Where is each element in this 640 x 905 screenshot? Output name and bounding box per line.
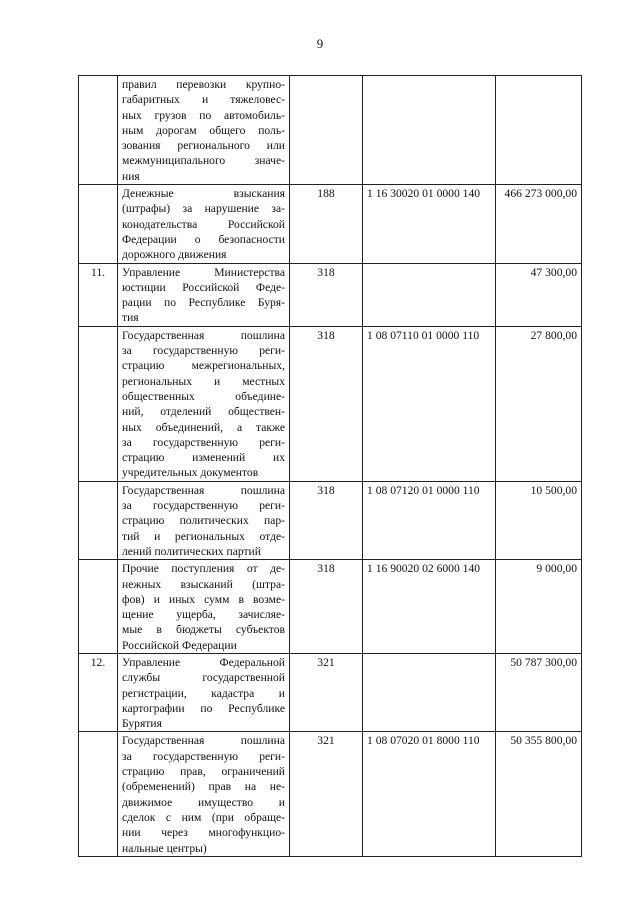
item-name-line: страцию межрегиональных, <box>122 359 285 373</box>
item-name-line: лений политических партий <box>122 544 261 558</box>
row-number-cell: 11. <box>79 263 118 326</box>
item-name-line: Управление Федеральной <box>122 655 285 669</box>
item-name-line: ния <box>122 169 140 183</box>
item-name-line: тия <box>122 311 139 325</box>
item-name-line: ных объединений, а также <box>122 420 285 434</box>
item-name-line: нежных взысканий (штра- <box>122 577 285 591</box>
item-name-cell <box>118 76 290 185</box>
item-name-line: правил перевозки крупно- <box>122 78 285 91</box>
item-name-line: за государственную реги- <box>122 749 285 763</box>
row-number-cell <box>79 560 118 654</box>
item-name-line: нальные центры) <box>122 841 207 855</box>
item-name-cell <box>118 560 290 654</box>
amount-cell: 47 300,00 <box>496 263 582 326</box>
revenue-table <box>78 75 582 857</box>
item-name-line: движимое имущество и <box>122 795 285 809</box>
item-name-line: общественных объедине- <box>122 389 285 403</box>
table-row <box>79 326 582 481</box>
item-name-line: юстиции Российской Феде- <box>122 280 285 294</box>
table-row <box>79 263 582 326</box>
revenue-code-cell: 1 08 07020 01 8000 110 <box>363 732 496 856</box>
admin-code-cell: 188 <box>290 185 363 263</box>
revenue-code-cell: 1 08 07110 01 0000 110 <box>363 326 496 481</box>
table-row <box>79 481 582 559</box>
item-name-cell <box>118 481 290 559</box>
row-number-cell: 12. <box>79 653 118 731</box>
table-row <box>79 732 582 856</box>
row-number-cell <box>79 732 118 856</box>
revenue-code-cell <box>363 653 496 731</box>
item-name-line: страцию прав, ограничений <box>122 765 285 779</box>
item-name-line: Управление Министерства <box>122 265 285 279</box>
admin-code-cell: 321 <box>290 732 363 856</box>
item-name-line: ний, отделений обществен- <box>122 405 285 419</box>
item-name-line: фов) и иных сумм в возме- <box>122 592 285 606</box>
item-name-line: службы государственной <box>122 671 285 685</box>
item-name-line: ных грузов по автомобиль- <box>122 108 285 122</box>
item-name-cell <box>118 653 290 731</box>
item-name-line: габаритных и тяжеловес- <box>122 93 285 107</box>
item-name-line: Государственная пошлина <box>122 328 285 342</box>
item-name-line: учредительных документов <box>122 466 259 480</box>
item-name-cell <box>118 732 290 856</box>
item-name-line: Бурятия <box>122 717 162 731</box>
item-name-line: за государственную реги- <box>122 499 285 513</box>
revenue-code-cell: 1 16 30020 01 0000 140 <box>363 185 496 263</box>
table-row <box>79 560 582 654</box>
row-number-cell <box>79 76 118 185</box>
item-name-line: (обременений) прав на не- <box>122 780 285 794</box>
row-number-cell <box>79 326 118 481</box>
page-number: 9 <box>316 36 324 51</box>
item-name-line: за государственную реги- <box>122 344 285 358</box>
item-name-line: (штрафы) за нарушение за- <box>122 202 285 216</box>
item-name-cell <box>118 185 290 263</box>
row-number-cell <box>79 185 118 263</box>
admin-code-cell: 318 <box>290 326 363 481</box>
revenue-code-cell <box>363 76 496 185</box>
item-name-line: ным дорогам общего поль- <box>122 123 285 137</box>
item-name-cell <box>118 326 290 481</box>
item-name-line: картографии по Республике <box>122 701 285 715</box>
row-number-cell <box>79 481 118 559</box>
item-name-line: регистрации, кадастра и <box>122 686 285 700</box>
item-name-line: Прочие поступления от де- <box>122 562 285 576</box>
item-name-line: зования регионального или <box>122 139 285 153</box>
item-name-line: страцию политических пар- <box>122 514 285 528</box>
item-name-line: тий и региональных отде- <box>122 529 285 543</box>
item-name-line: региональных и местных <box>122 374 285 388</box>
admin-code-cell <box>290 76 363 185</box>
admin-code-cell: 318 <box>290 263 363 326</box>
revenue-code-cell: 1 08 07120 01 0000 110 <box>363 481 496 559</box>
item-name-line: Денежные взыскания <box>122 187 285 201</box>
item-name-cell <box>118 263 290 326</box>
item-name-line: мые в бюджеты субъектов <box>122 623 285 637</box>
item-name-line: страцию изменений их <box>122 451 285 465</box>
item-name-line: конодательства Российской <box>122 217 285 231</box>
item-name-line: щение ущерба, зачисляе- <box>122 608 285 622</box>
item-name-line: нии через многофункцио- <box>122 826 285 840</box>
item-name-line: Государственная пошлина <box>122 734 285 748</box>
amount-cell: 50 355 800,00 <box>496 732 582 856</box>
amount-cell: 9 000,00 <box>496 560 582 654</box>
item-name-line: за государственную реги- <box>122 435 285 449</box>
amount-cell <box>496 76 582 185</box>
table-row <box>79 76 582 185</box>
amount-cell: 27 800,00 <box>496 326 582 481</box>
amount-cell: 466 273 000,00 <box>496 185 582 263</box>
revenue-code-cell: 1 16 90020 02 6000 140 <box>363 560 496 654</box>
amount-cell: 10 500,00 <box>496 481 582 559</box>
item-name-line: Российской Федерации <box>122 638 237 652</box>
table-row <box>79 653 582 731</box>
item-name-line: межмуниципального значе- <box>122 154 285 168</box>
item-name-line: Федерации о безопасности <box>122 232 285 246</box>
amount-cell: 50 787 300,00 <box>496 653 582 731</box>
admin-code-cell: 321 <box>290 653 363 731</box>
admin-code-cell: 318 <box>290 481 363 559</box>
item-name-line: Государственная пошлина <box>122 483 285 497</box>
item-name-line: рации по Республике Буря- <box>122 296 285 310</box>
table-row <box>79 185 582 263</box>
item-name-line: сделок с ним (при обраще- <box>122 810 285 824</box>
admin-code-cell: 318 <box>290 560 363 654</box>
item-name-line: дорожного движения <box>122 248 227 262</box>
revenue-code-cell <box>363 263 496 326</box>
